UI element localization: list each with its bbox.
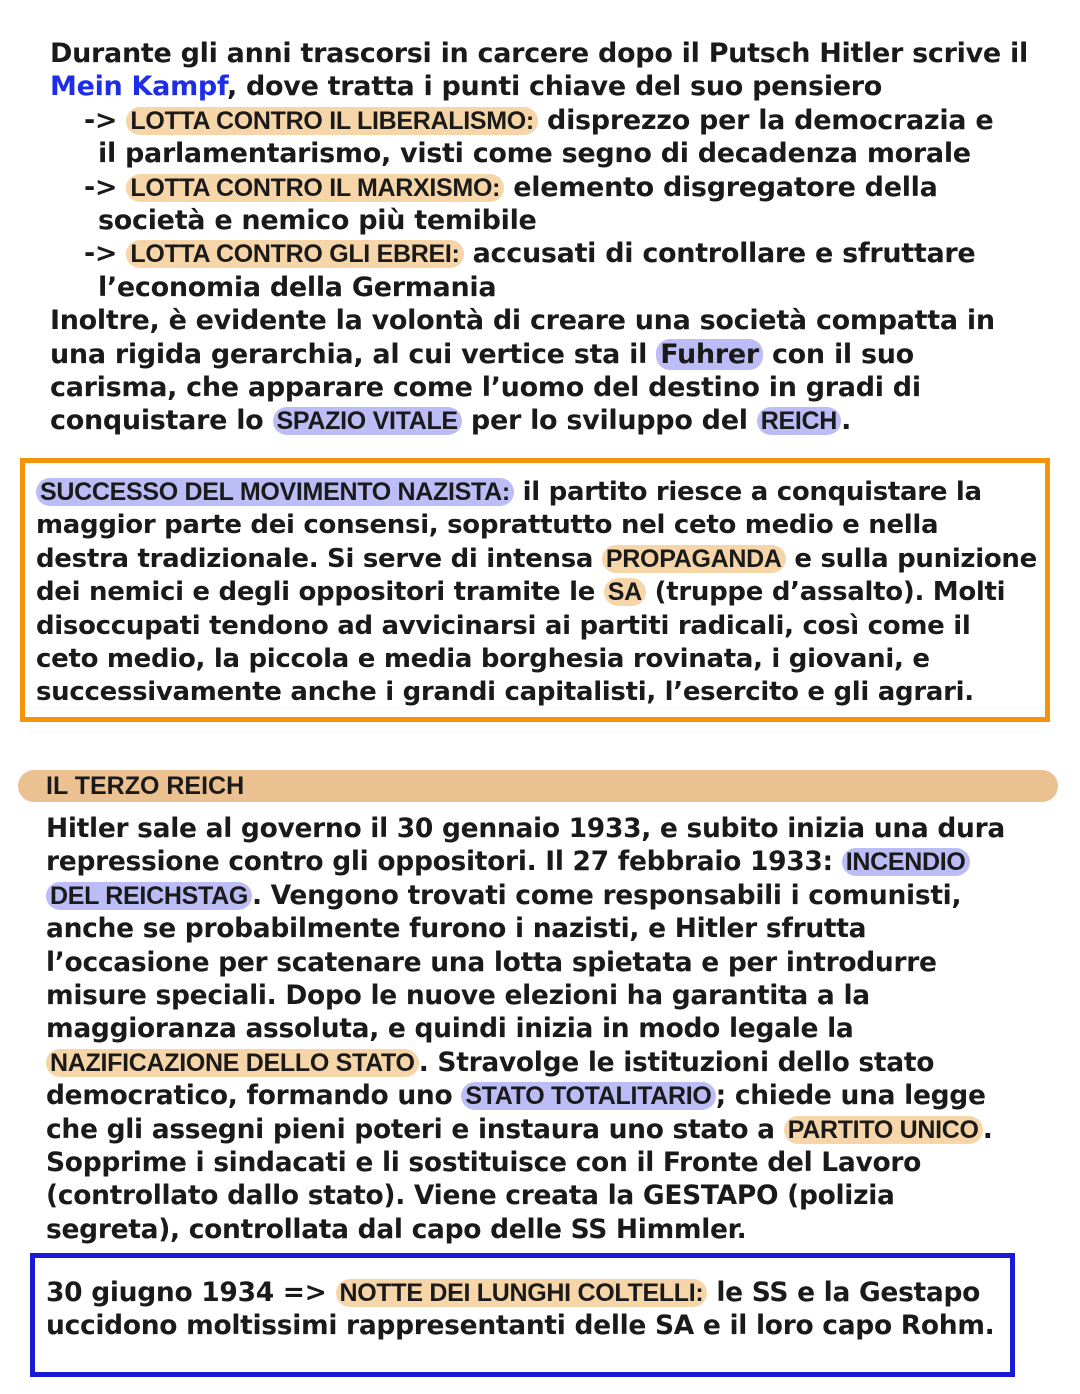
text-span: destra tradizionale. Si serve di intensa — [36, 543, 602, 574]
text-line: l’economia della Germania — [98, 271, 497, 303]
text-line: il parlamentarismo, visti come segno di decadenza morale — [98, 138, 971, 170]
text-line — [50, 404, 1028, 437]
bullet-ebrei — [50, 237, 1028, 270]
text-line: maggioranza assoluta, e quindi inizia in modo legale la — [46, 1013, 854, 1045]
text-span: , dove tratta i punti chiave del suo pensiero — [226, 71, 883, 103]
reich-paragraph — [46, 812, 1005, 1246]
text-line: Inoltre, è evidente la volontà di creare una società compatta in — [50, 305, 995, 337]
arrow-icon: -> — [84, 171, 118, 203]
text-line — [46, 1046, 1005, 1079]
text-line — [50, 70, 1028, 103]
text-span: con il suo — [762, 338, 914, 370]
highlight-incendio: INCENDIO — [842, 848, 970, 876]
text-line: Hitler sale al governo il 30 gennaio 1933, e subito inizia una dura — [46, 813, 1005, 844]
text-span: per lo sviluppo del — [461, 405, 757, 437]
highlight-sa: SA — [604, 578, 646, 606]
text-line — [46, 1113, 1005, 1146]
text-span: e sulla punizione — [785, 543, 1037, 574]
text-span: conquistare lo — [50, 405, 273, 437]
text-span: democratico, formando uno — [46, 1080, 462, 1112]
text-line — [36, 476, 1037, 509]
text-line: disoccupati tendono ad avvicinarsi ai partiti radicali, così come il — [36, 610, 971, 641]
text-line: anche se probabilmente furono i nazisti, e Hitler sfrutta — [46, 913, 867, 945]
text-line: maggior parte dei consensi, soprattutto nel ceto medio e nella — [36, 510, 939, 541]
text-line — [36, 576, 1037, 609]
mein-kampf-term: Mein Kampf — [50, 71, 227, 103]
section-heading: IL TERZO REICH — [46, 772, 245, 800]
text-span: elemento disgregatore della — [504, 171, 938, 203]
highlight-ebrei: LOTTA CONTRO GLI EBREI: — [126, 240, 463, 268]
text-span: dei nemici e degli oppositori tramite le — [36, 577, 604, 608]
highlight-reichstag: DEL REICHSTAG — [46, 882, 252, 910]
text-span: (truppe d’assalto). Molti — [645, 577, 1006, 608]
highlight-propaganda: PROPAGANDA — [602, 545, 786, 573]
text-line: segreta), controllata dal capo delle SS Himmler. — [46, 1213, 747, 1245]
text-line: uccidono moltissimi rappresentanti delle SA e il loro capo Rohm. — [46, 1310, 995, 1342]
text-line — [46, 845, 1005, 878]
highlight-notte: NOTTE DEI LUNGHI COLTELLI: — [336, 1279, 708, 1307]
arrow-icon: -> — [84, 238, 118, 270]
success-paragraph — [36, 476, 1037, 710]
intro-paragraph — [50, 37, 1028, 438]
highlight-fuhrer: Fuhrer — [656, 339, 763, 370]
text-span: che gli assegni pieni poteri e instaura uno stato a — [46, 1113, 784, 1145]
highlight-spazio-vitale: SPAZIO VITALE — [273, 407, 462, 435]
text-span: . Stravolge le istituzioni dello stato — [418, 1046, 935, 1078]
text-line — [46, 879, 1005, 912]
text-span: il partito riesce a conquistare la — [513, 477, 982, 507]
night-paragraph — [46, 1276, 994, 1343]
text-span: 30 giugno 1934 => — [46, 1277, 336, 1308]
highlight-liberalismo: LOTTA CONTRO IL LIBERALISMO: — [126, 107, 538, 135]
text-line: misure speciali. Dopo le nuove elezioni ha garantita a la — [46, 979, 870, 1011]
highlight-marxismo: LOTTA CONTRO IL MARXISMO: — [126, 174, 504, 202]
text-line: carisma, che apparare come l’uomo del destino in gradi di — [50, 371, 921, 403]
highlight-nazificazione: NAZIFICAZIONE DELLO STATO — [46, 1049, 419, 1077]
highlight-reich: REICH — [757, 407, 841, 435]
highlight-totalitario: STATO TOTALITARIO — [461, 1082, 715, 1110]
text-line: ceto medio, la piccola e media borghesia rovinata, i giovani, e — [36, 643, 930, 674]
text-span: repressione contro gli oppositori. Il 27 febbraio 1933: — [46, 846, 842, 878]
text-line — [50, 338, 1028, 371]
text-line: (controllato dallo stato). Viene creata la GESTAPO (polizia — [46, 1180, 895, 1212]
text-line: Sopprime i sindacati e li sostituisce con il Fronte del Lavoro — [46, 1146, 922, 1178]
highlight-partito-unico: PARTITO UNICO — [784, 1116, 983, 1144]
text-line — [46, 1276, 994, 1309]
text-span: ; chiede una legge — [715, 1080, 986, 1112]
text-line: successivamente anche i grandi capitalisti, l’esercito e gli agrari. — [36, 677, 974, 708]
text-span: una rigida gerarchia, al cui vertice sta il — [50, 338, 657, 370]
text-span: . Vengono trovati come responsabili i comunisti, — [251, 879, 962, 911]
bullet-liberalismo — [50, 104, 1028, 137]
highlight-successo: SUCCESSO DEL MOVIMENTO NAZISTA: — [36, 478, 514, 506]
text-line — [36, 543, 1037, 576]
text-line: Durante gli anni trascorsi in carcere dopo il Putsch Hitler scrive il — [50, 38, 1028, 69]
text-line — [46, 1079, 1005, 1112]
text-line: società e nemico più temibile — [98, 204, 537, 236]
text-line: l’occasione per scatenare una lotta spietata e per introdurre — [46, 946, 937, 978]
arrow-icon: -> — [84, 104, 118, 136]
text-span: . — [841, 405, 852, 437]
bullet-marxismo — [50, 171, 1028, 204]
text-span: disprezzo per la democrazia e — [537, 104, 994, 136]
text-span: le SS e la Gestapo — [707, 1277, 981, 1308]
text-span: . — [982, 1113, 993, 1145]
text-span: accusati di controllare e sfruttare — [463, 238, 976, 270]
